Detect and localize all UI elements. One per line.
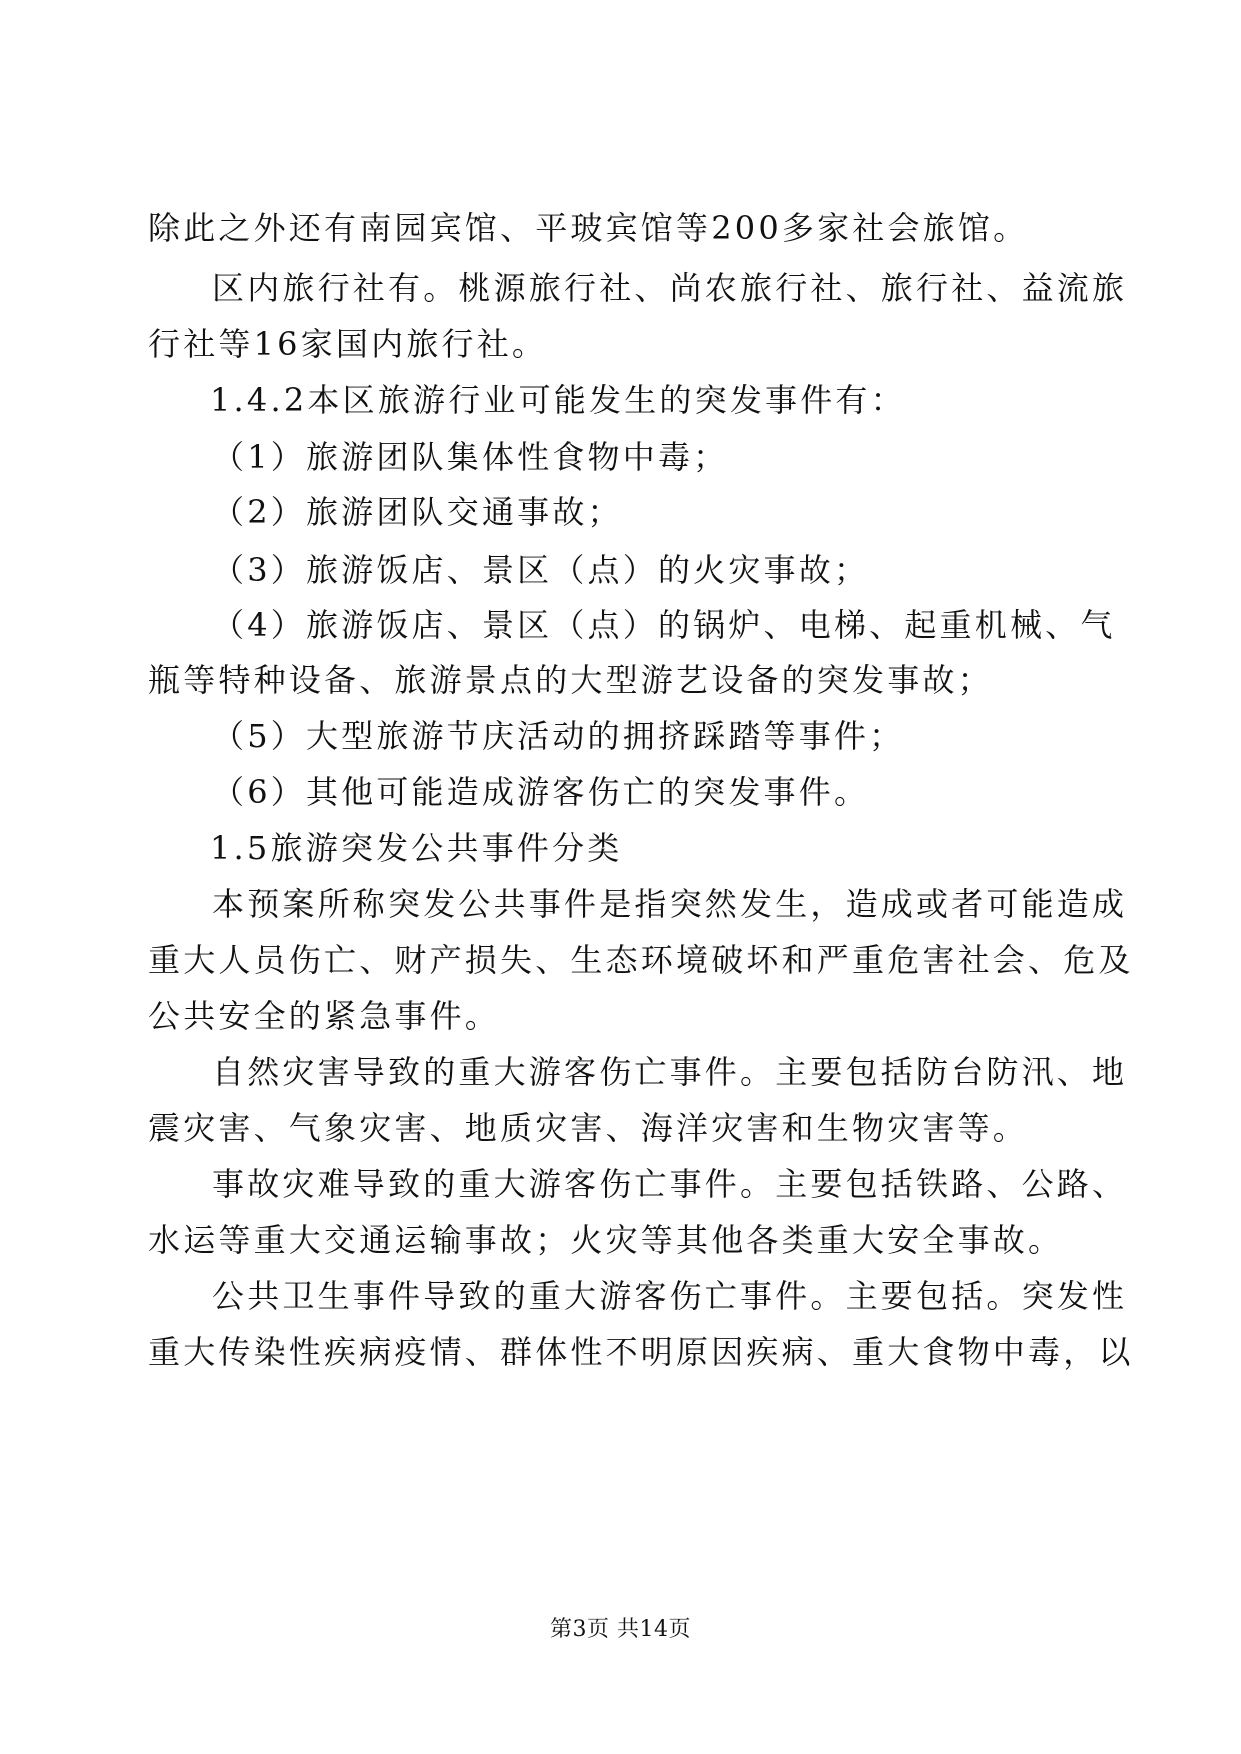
paragraph-2-line-1: 自然灾害导致的重大游客伤亡事件。主要包括防台防汛、地: [212, 1053, 1128, 1091]
list-item-4: （4）旅游饭店、景区（点）的锅炉、电梯、起重机械、气: [212, 606, 1116, 644]
text-line-1: 除此之外还有南园宾馆、平玻宾馆等200多家社会旅馆。: [148, 209, 1029, 247]
list-item-4-continued: 瓶等特种设备、旅游景点的大型游艺设备的突发事故；: [148, 661, 993, 699]
paragraph-3-line-2: 水运等重大交通运输事故；火灾等其他各类重大安全事故。: [148, 1221, 1064, 1259]
paragraph-4-line-1: 公共卫生事件导致的重大游客伤亡事件。主要包括。突发性: [212, 1277, 1128, 1315]
paragraph-4-line-2: 重大传染性疾病疫情、群体性不明原因疾病、重大食物中毒，以: [148, 1333, 1134, 1371]
list-item-3: （3）旅游饭店、景区（点）的火灾事故；: [212, 551, 870, 589]
section-heading-1-5: 1.5旅游突发公共事件分类: [210, 829, 623, 867]
list-item-2: （2）旅游团队交通事故；: [212, 493, 623, 531]
paragraph-1-line-3: 公共安全的紧急事件。: [148, 997, 501, 1035]
paragraph-1-line-1: 本预案所称突发公共事件是指突然发生，造成或者可能造成: [212, 885, 1128, 923]
text-line-2: 区内旅行社有。桃源旅行社、尚农旅行社、旅行社、益流旅: [212, 269, 1128, 307]
list-item-1: （1）旅游团队集体性食物中毒；: [212, 438, 729, 476]
list-item-6: （6）其他可能造成游客伤亡的突发事件。: [212, 773, 870, 811]
page-number-footer: 第3页 共14页: [550, 1617, 691, 1642]
text-line-3: 行社等16家国内旅行社。: [148, 325, 548, 363]
paragraph-1-line-2: 重大人员伤亡、财产损失、生态环境破坏和严重危害社会、危及: [148, 941, 1134, 979]
list-item-5: （5）大型旅游节庆活动的拥挤踩踏等事件；: [212, 717, 905, 755]
section-heading-1-4-2: 1.4.2本区旅游行业可能发生的突发事件有：: [210, 381, 906, 419]
paragraph-3-line-1: 事故灾难导致的重大游客伤亡事件。主要包括铁路、公路、: [212, 1165, 1128, 1203]
paragraph-2-line-2: 震灾害、气象灾害、地质灾害、海洋灾害和生物灾害等。: [148, 1109, 1029, 1147]
